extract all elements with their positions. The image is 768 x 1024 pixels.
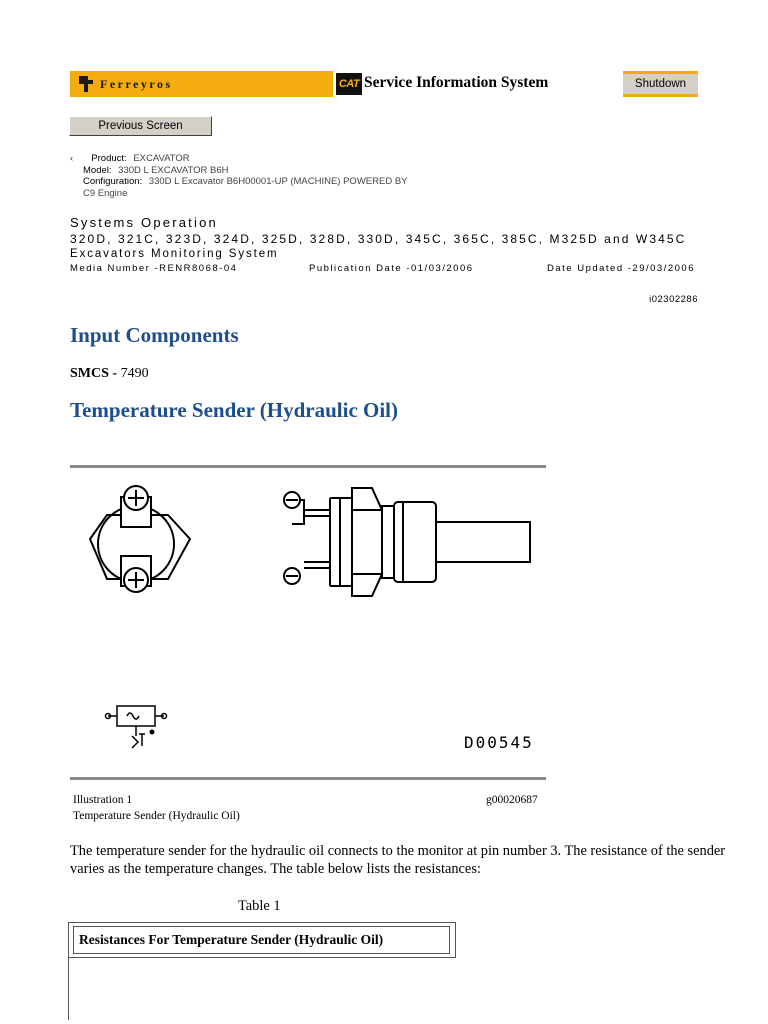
date-updated: Date Updated -29/03/2006: [547, 263, 695, 274]
model-value: 330D L EXCAVATOR B6H: [118, 164, 229, 176]
section-heading: Temperature Sender (Hydraulic Oil): [70, 398, 399, 422]
product-info: [70, 153, 408, 199]
smcs-code: [70, 366, 149, 382]
configuration-value-cont: C9 Engine: [83, 187, 128, 199]
table-border-left: [68, 958, 69, 1020]
illustration-label: Illustration 1: [73, 794, 133, 806]
illustration-top-rule: [70, 465, 546, 468]
table-label: Table 1: [238, 898, 281, 914]
previous-screen-button[interactable]: Previous Screen: [69, 116, 212, 136]
publication-date: Publication Date -01/03/2006: [309, 263, 474, 274]
ferreyros-mark-icon: [78, 75, 94, 93]
product-value: EXCAVATOR: [133, 153, 190, 164]
page-heading: Input Components: [70, 323, 239, 347]
table-header: Resistances For Temperature Sender (Hydraulic Oil): [73, 926, 450, 954]
section-title: Systems Operation: [70, 215, 218, 230]
temperature-sender-drawing: [70, 470, 546, 780]
smcs-value: 7490: [120, 366, 149, 381]
configuration-label: Configuration:: [83, 176, 143, 187]
illustration-caption: Temperature Sender (Hydraulic Oil): [73, 810, 240, 822]
illustration-bottom-rule: [70, 777, 546, 780]
model-label: Model:: [83, 164, 112, 176]
body-paragraph: The temperature sender for the hydraulic oil connects to the monitor at pin number 3. The resistance of the sender varies as the temperature changes. The table below lists the resistances:: [70, 843, 726, 877]
media-number: Media Number -RENR8068-04: [70, 263, 238, 274]
ferreyros-logo: [78, 74, 173, 94]
model-list: 320D, 321C, 323D, 324D, 325D, 328D, 330D, 345C, 365C, 385C, M325D and W345C: [70, 232, 687, 246]
configuration-value: 330D L Excavator B6H00001-UP (MACHINE) POWERED BY: [148, 176, 408, 187]
chevron-left-icon[interactable]: ‹: [70, 153, 74, 164]
app-title: Service Information System: [364, 74, 549, 91]
cat-logo: CAT: [336, 73, 362, 95]
smcs-label: SMCS -: [70, 366, 118, 381]
illustration-code: D00545: [464, 733, 534, 752]
illustration-id: g00020687: [486, 794, 538, 806]
doc-subtitle: Excavators Monitoring System: [70, 248, 279, 260]
product-label: Product:: [91, 153, 127, 164]
shutdown-button[interactable]: Shutdown: [623, 74, 698, 94]
document-id: i02302286: [649, 294, 698, 305]
brand-name: Ferreyros: [100, 76, 173, 91]
